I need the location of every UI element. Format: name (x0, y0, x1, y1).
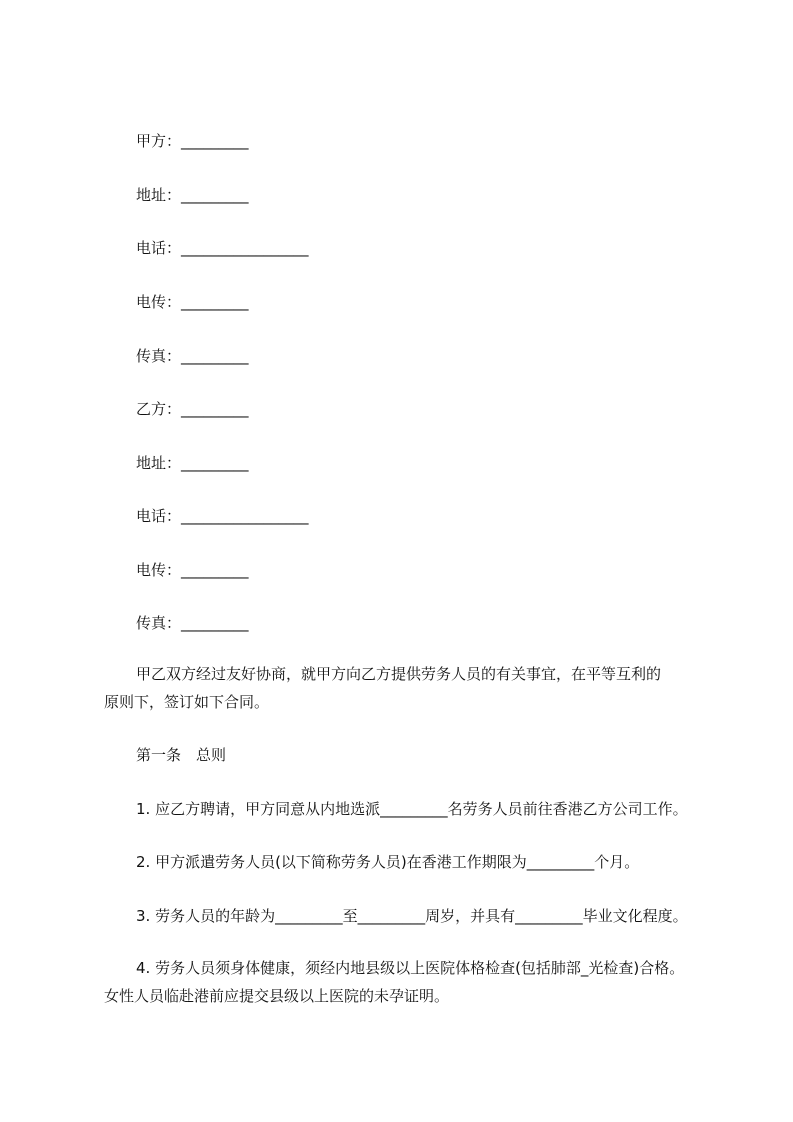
party-b-fax: 传真：_________ (136, 614, 249, 632)
party-b-telex: 电传：_________ (136, 561, 249, 579)
party-a-address: 地址：_________ (136, 186, 249, 204)
preamble-paragraph (104, 660, 724, 716)
clause-4-line-1: 4. 劳务人员须身体健康，须经内地县级以上医院体格检查(包括肺部_光检查)合格。 (136, 959, 685, 977)
preamble-line-1: 甲乙双方经过友好协商，就甲方向乙方提供劳务人员的有关事宜，在平等互利的 (136, 665, 662, 683)
party-b-name: 乙方：_________ (136, 400, 249, 418)
preamble-line-2: 原则下，签订如下合同。 (104, 693, 270, 711)
clause-1: 1. 应乙方聘请，甲方同意从内地选派_________名劳务人员前往香港乙方公司工作。 (136, 800, 688, 818)
clause-3: 3. 劳务人员的年龄为_________至_________周岁，并具有_________毕业文化程度。 (136, 907, 688, 925)
party-a-name: 甲方：_________ (136, 132, 249, 150)
party-a-fax: 传真：_________ (136, 347, 249, 365)
party-a-telex: 电传：_________ (136, 293, 249, 311)
party-b-phone: 电话：_________________ (136, 507, 309, 525)
party-a-phone: 电话：_________________ (136, 239, 309, 257)
party-b-address: 地址：_________ (136, 454, 249, 472)
clause-2: 2. 甲方派遣劳务人员(以下简称劳务人员)在香港工作期限为_________个月。 (136, 853, 640, 871)
article-heading: 第一条 总则 (136, 746, 227, 764)
clause-4-line-2: 女性人员临赴港前应提交县级以上医院的未孕证明。 (104, 987, 450, 1005)
clause-4-paragraph (104, 954, 724, 1010)
